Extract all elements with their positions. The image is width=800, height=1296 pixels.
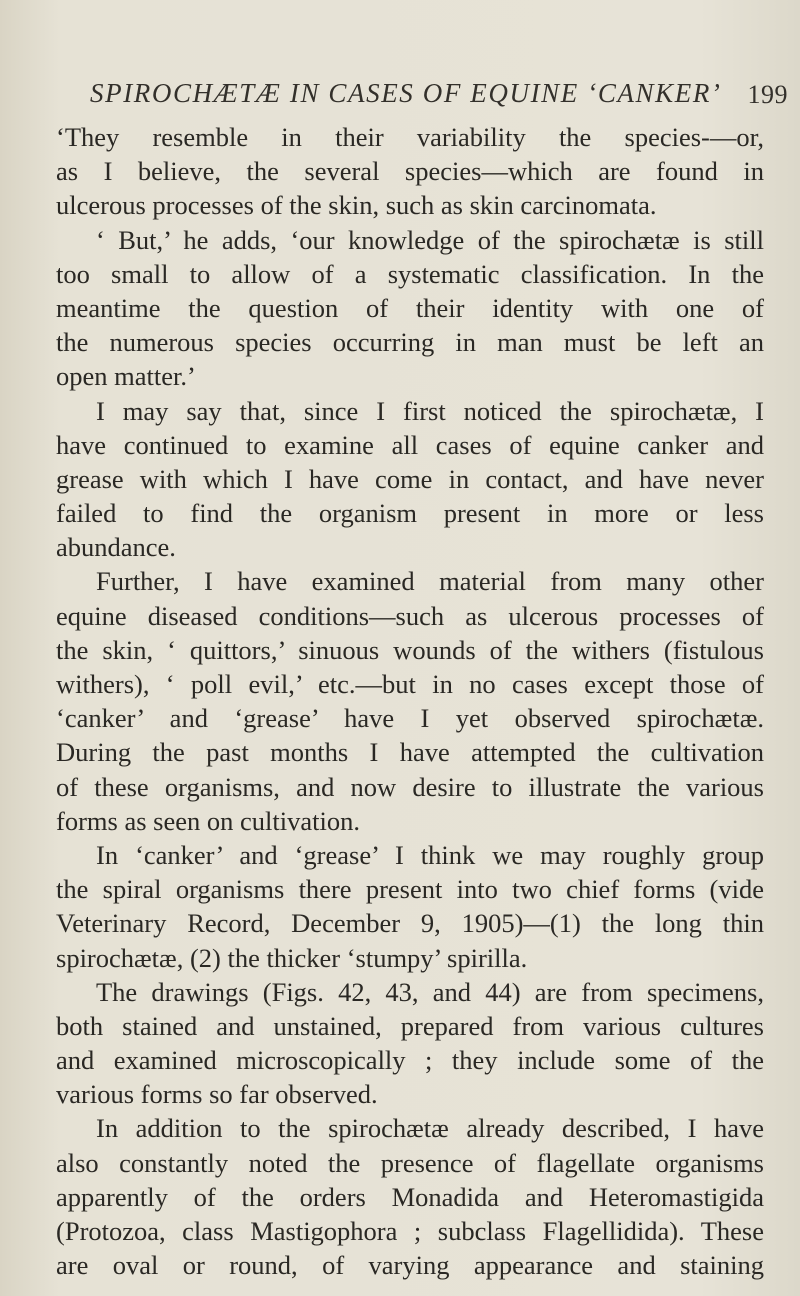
- text-line: various forms so far observed.: [56, 1079, 378, 1110]
- text-line: Further, I have examined material from many other: [96, 566, 764, 597]
- text-line: withers), ‘ poll evil,’ etc.—but in no cases except those of: [56, 669, 764, 699]
- text-line: (Protozoa, class Mastigophora ; subclass Flagellidida). These: [56, 1216, 764, 1246]
- text-line: of these organisms, and now desire to illustrate the various: [56, 771, 764, 802]
- text-line: ‘canker’ and ‘grease’ have I yet observed spirochætæ.: [56, 703, 764, 734]
- text-line: ‘ But,’ he adds, ‘our knowledge of the spirochætæ is still: [96, 224, 764, 255]
- running-head: [90, 78, 790, 118]
- text-line: ‘They resemble in their variability the species-—or,: [56, 122, 764, 152]
- text-line: spirochætæ, (2) the thicker ‘stumpy’ spirilla.: [56, 942, 528, 973]
- text-line: apparently of the orders Monadida and Heteromastigida: [56, 1181, 764, 1212]
- text-line: grease with which I have come in contact, and have never: [56, 463, 764, 494]
- text-line: also constantly noted the presence of flagellate organisms: [56, 1147, 764, 1178]
- page-number: 199: [747, 80, 788, 109]
- text-line: open matter.’: [56, 361, 196, 392]
- text-line: ulcerous processes of the skin, such as skin carcinomata.: [56, 190, 657, 221]
- text-line: Veterinary Record, December 9, 1905)—(1) the long thin: [56, 908, 764, 939]
- text-line: In ‘canker’ and ‘grease’ I think we may roughly group: [96, 839, 764, 870]
- text-line: the skin, ‘ quittors,’ sinuous wounds of the withers (fistulous: [56, 634, 764, 665]
- text-line: both stained and unstained, prepared from various cultures: [56, 1010, 764, 1041]
- text-line: failed to find the organism present in more or less: [56, 498, 764, 529]
- text-line: During the past months I have attempted the cultivation: [56, 737, 764, 768]
- text-line: have continued to examine all cases of equine canker and: [56, 429, 764, 460]
- text-line: meantime the question of their identity with one of: [56, 292, 764, 323]
- text-line: the numerous species occurring in man must be left an: [56, 327, 764, 358]
- text-line: too small to allow of a systematic classification. In the: [56, 258, 764, 289]
- text-line: In addition to the spirochætæ already described, I have: [96, 1113, 764, 1144]
- text-line: equine diseased conditions—such as ulcerous processes of: [56, 600, 764, 631]
- text-line: I may say that, since I first noticed the spirochætæ, I: [96, 395, 764, 426]
- running-head-title: SPIROCHÆTÆ IN CASES OF EQUINE ‘CANKER’: [90, 78, 722, 108]
- text-line: and examined microscopically ; they include some of the: [56, 1045, 764, 1076]
- text-line: as I believe, the several species—which are found in: [56, 156, 764, 187]
- text-line: the spiral organisms there present into two chief forms (vide: [56, 874, 764, 905]
- text-line: are oval or round, of varying appearance and staining: [56, 1250, 764, 1281]
- text-line: The drawings (Figs. 42, 43, and 44) are from specimens,: [96, 976, 764, 1007]
- body-text: [56, 120, 764, 1282]
- text-line: forms as seen on cultivation.: [56, 805, 360, 836]
- text-line: abundance.: [56, 532, 176, 563]
